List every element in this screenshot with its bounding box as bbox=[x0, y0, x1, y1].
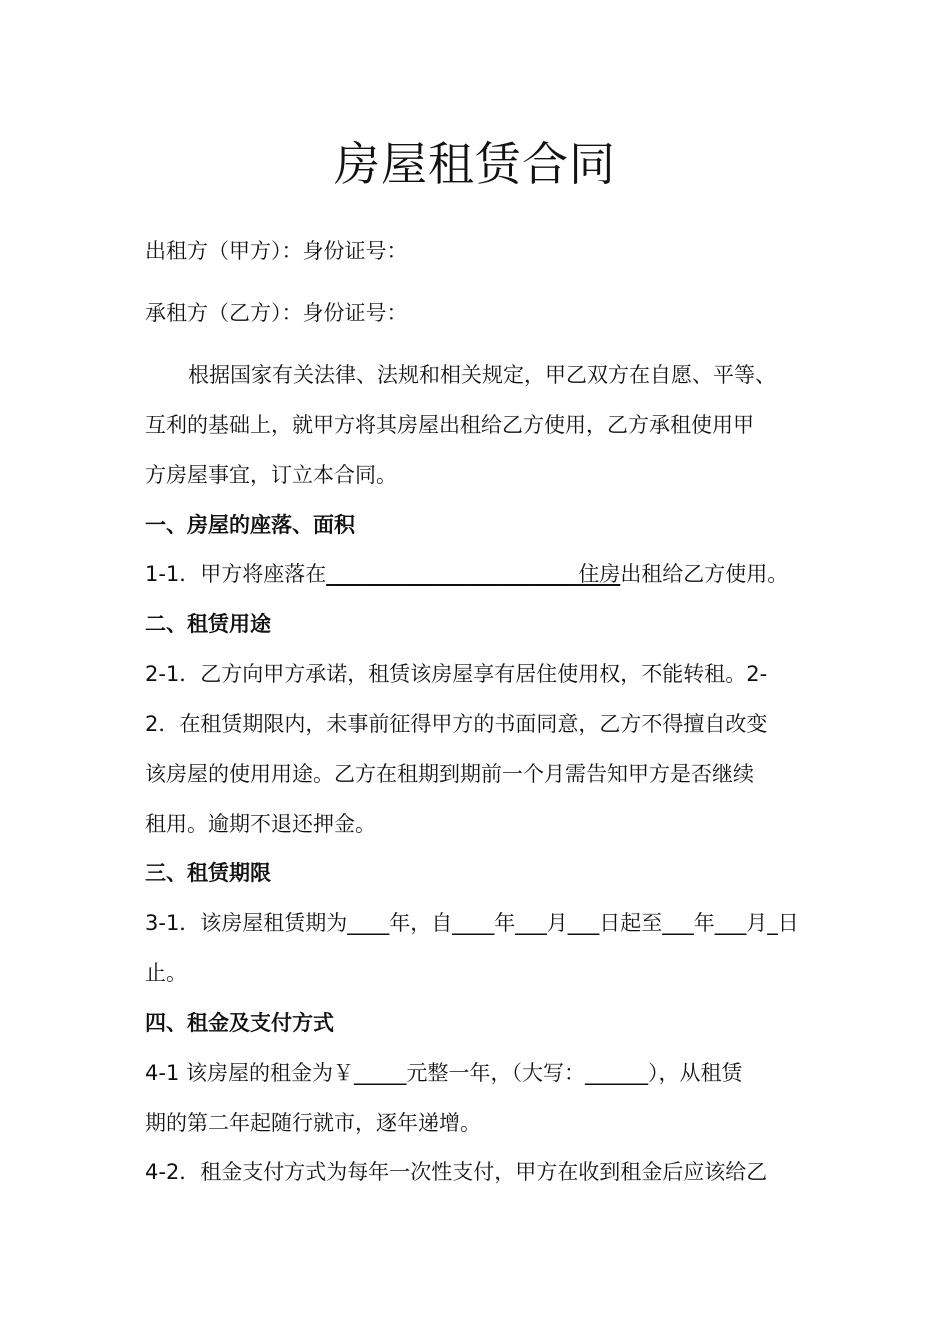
section-heading-term: 三、租赁期限 bbox=[145, 861, 271, 885]
clause-1-1-prefix: 1-1．甲方将座落在 bbox=[145, 562, 327, 586]
clause-line: 止。 bbox=[145, 961, 187, 985]
clause-1-1-suffix: 出租给乙方使用。 bbox=[620, 562, 789, 586]
clause-line: 租用。逾期不退还押金。 bbox=[145, 812, 376, 836]
clause-line: 4-1 该房屋的租金为￥_____元整一年，（大写：______），从租赁 bbox=[145, 1061, 743, 1085]
document-title: 房屋租赁合同 bbox=[334, 137, 616, 191]
section-heading-rent: 四、租金及支付方式 bbox=[145, 1011, 334, 1035]
preamble-line: 互利的基础上，就甲方将其房屋出租给乙方使用，乙方承租使用甲 bbox=[145, 413, 754, 437]
clause-line: 2-1．乙方向甲方承诺，租赁该房屋享有居住使用权，不能转租。2- bbox=[145, 662, 768, 686]
preamble-line: 根据国家有关法律、法规和相关规定，甲乙双方在自愿、平等、 bbox=[188, 363, 776, 387]
address-blank: ________________________ bbox=[326, 562, 579, 586]
clause-line: 期的第二年起随行就市，逐年递增。 bbox=[145, 1111, 481, 1135]
clause-line: 该房屋的使用用途。乙方在租期到期前一个月需告知甲方是否继续 bbox=[145, 762, 754, 786]
section-heading-location: 一、房屋的座落、面积 bbox=[145, 513, 355, 537]
clause-1-1 bbox=[145, 549, 825, 599]
preamble-line: 方房屋事宜，订立本合同。 bbox=[145, 463, 397, 487]
lessee-line: 承租方（乙方）：身份证号： bbox=[145, 301, 408, 325]
clause-line: 4-2．租金支付方式为每年一次性支付，甲方在收到租金后应该给乙 bbox=[145, 1160, 768, 1184]
lessor-line: 出租方（甲方）：身份证号： bbox=[145, 239, 408, 263]
section-heading-purpose: 二、租赁用途 bbox=[145, 612, 271, 636]
clause-1-1-underlined: 住房 bbox=[578, 562, 621, 586]
clause-line: 2．在租赁期限内，未事前征得甲方的书面同意，乙方不得擅自改变 bbox=[145, 712, 768, 736]
clause-line: 3-1．该房屋租赁期为____年，自____年___月___日起至___年___月_日 bbox=[145, 911, 799, 935]
